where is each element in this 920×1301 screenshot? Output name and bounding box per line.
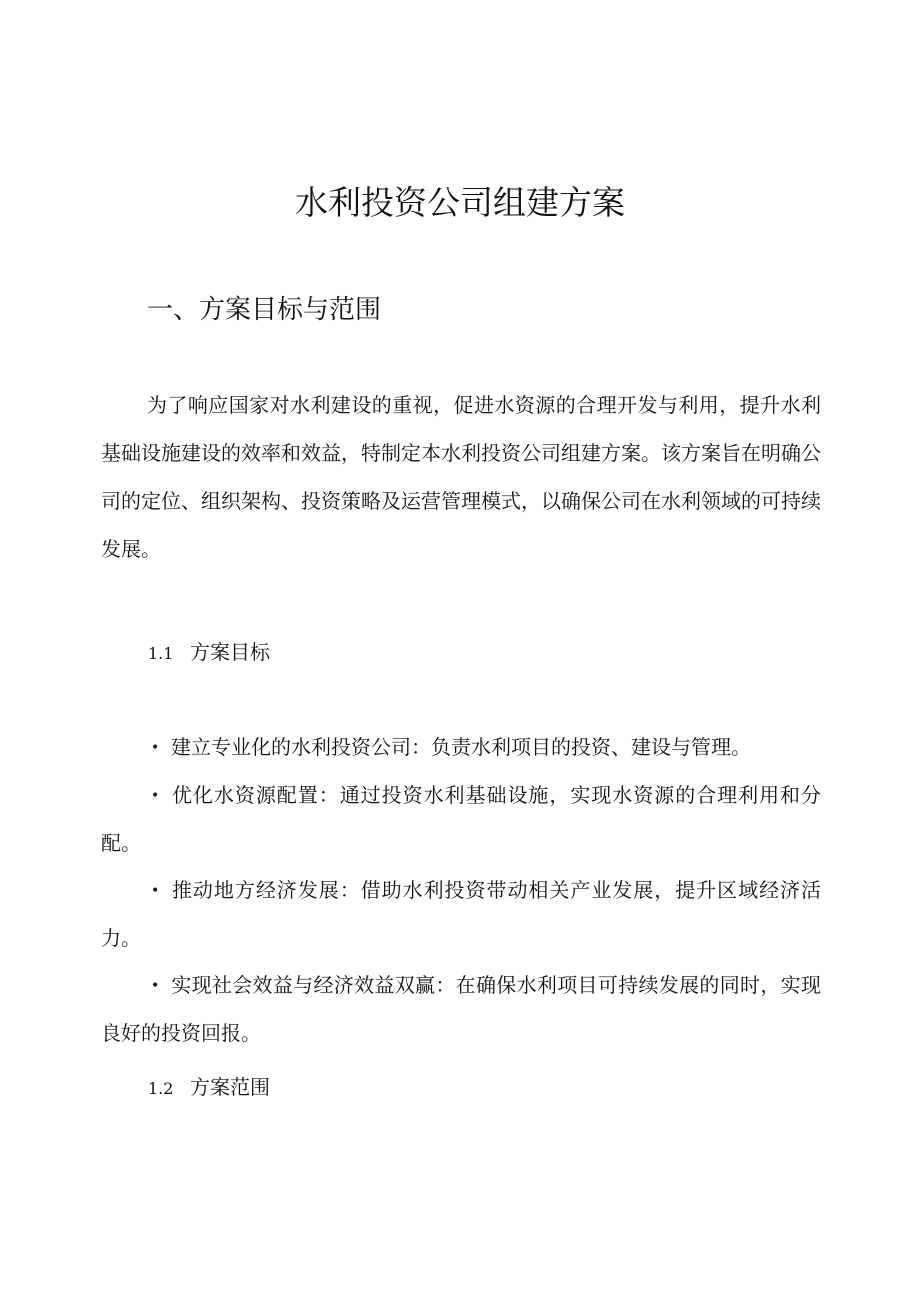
bullet-icon: • bbox=[151, 883, 160, 899]
list-item bbox=[101, 772, 821, 867]
subsection-heading-goals bbox=[148, 637, 270, 669]
subsection-number: 1.2 bbox=[148, 1079, 174, 1098]
subsection-heading-scope bbox=[148, 1072, 270, 1104]
list-item bbox=[101, 962, 821, 1057]
subsection-title: 方案目标 bbox=[190, 640, 270, 664]
section-heading: 一、方案目标与范围 bbox=[147, 295, 382, 325]
list-item bbox=[101, 724, 821, 772]
subsection-title: 方案范围 bbox=[190, 1075, 270, 1099]
intro-paragraph: 为了响应国家对水利建设的重视，促进水资源的合理开发与利用，提升水利基础设施建设的效率和效益，特制定本水利投资公司组建方案。该方案旨在明确公司的定位、组织架构、投资策略及运营管理模式，以确保公司在水利领域的可持续发展。 bbox=[101, 393, 821, 561]
list-item bbox=[101, 867, 821, 962]
bullet-icon: • bbox=[151, 788, 160, 804]
bullet-icon: • bbox=[151, 978, 160, 994]
subsection-number: 1.1 bbox=[148, 644, 174, 663]
goals-list bbox=[101, 724, 821, 1057]
document-title: 水利投资公司组建方案 bbox=[295, 183, 625, 222]
goal-text: 实现社会效益与经济效益双赢：在确保水利项目可持续发展的同时，实现良好的投资回报。 bbox=[101, 973, 821, 1045]
goal-text: 推动地方经济发展：借助水利投资带动相关产业发展，提升区域经济活力。 bbox=[101, 878, 821, 950]
goal-text: 优化水资源配置：通过投资水利基础设施，实现水资源的合理利用和分配。 bbox=[101, 783, 821, 855]
bullet-icon: • bbox=[151, 740, 160, 756]
goal-text: 建立专业化的水利投资公司：负责水利项目的投资、建设与管理。 bbox=[171, 735, 751, 759]
